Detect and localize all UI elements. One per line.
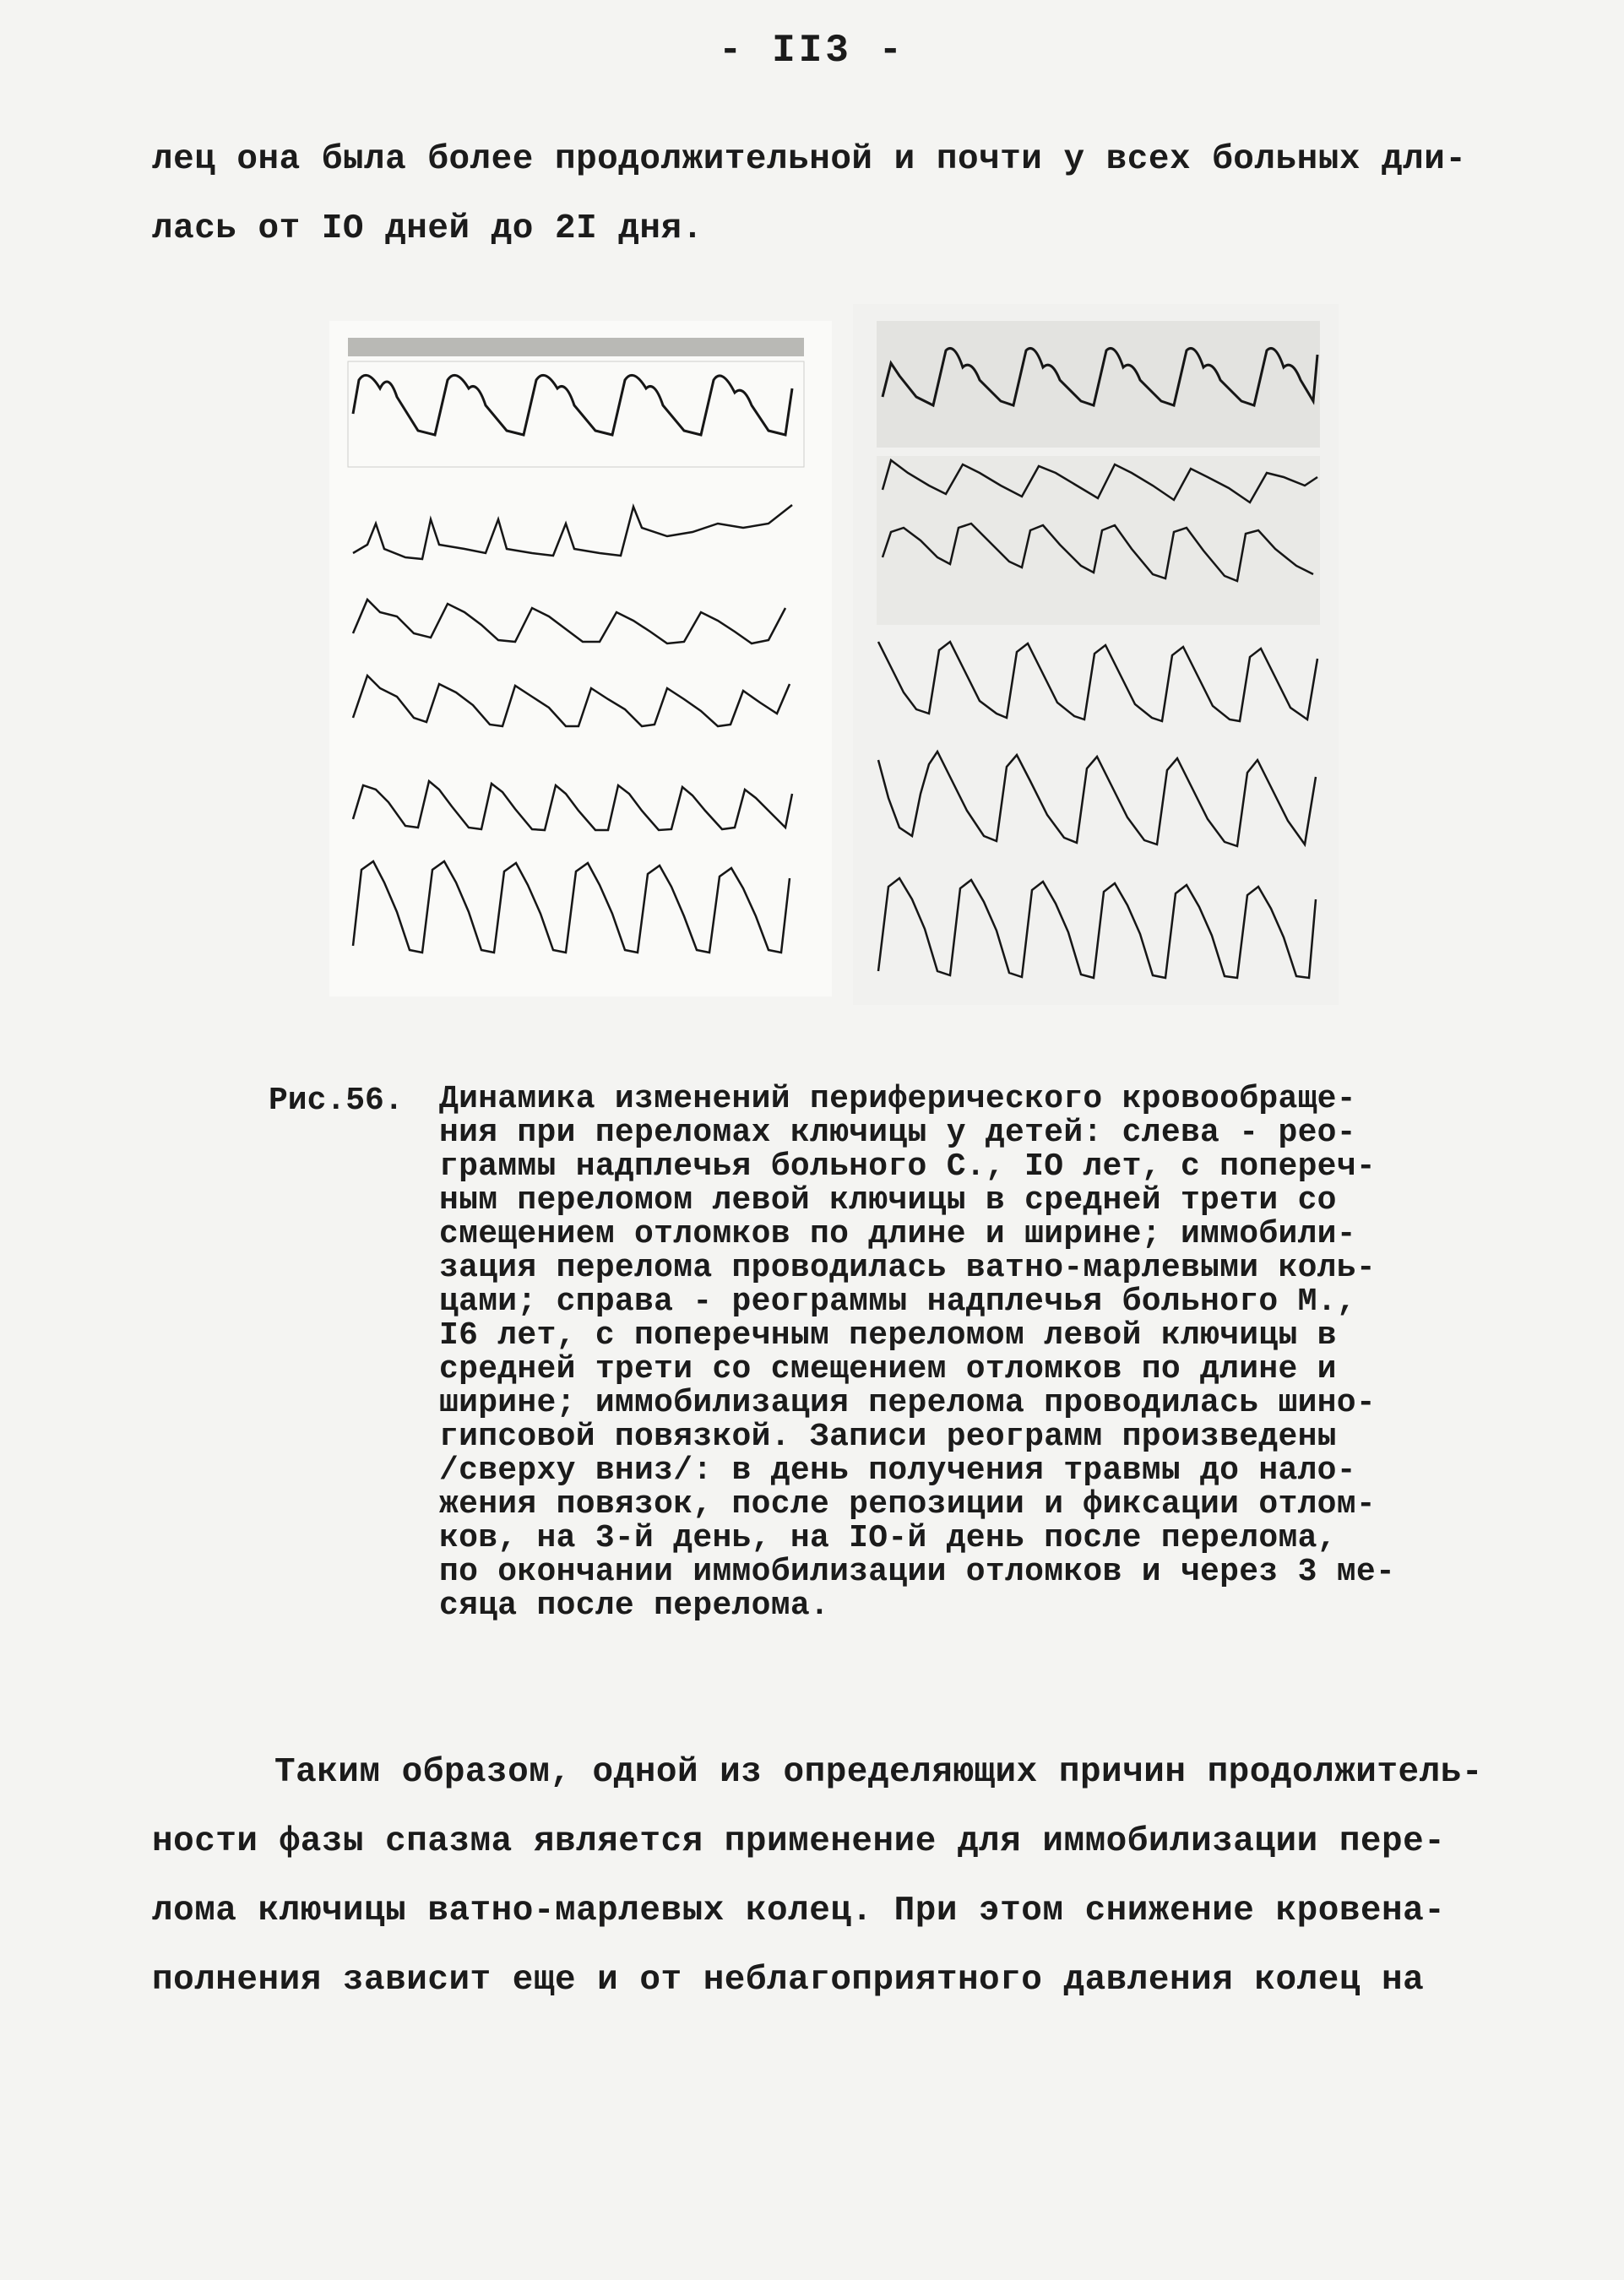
rheogram-panel-left (329, 321, 832, 996)
caption-line: граммы надплечья больного С., IO лет, с попереч- (439, 1148, 1376, 1185)
trace-row (878, 752, 1316, 846)
caption-line: ширине; иммобилизация перелома проводилась шино- (439, 1385, 1376, 1421)
trace-row (353, 861, 790, 953)
trace-row (353, 505, 792, 559)
grid-area (877, 456, 1320, 625)
caption-line: ным переломом левой ключицы в средней трети со (439, 1182, 1337, 1219)
text-line: ности фазы спазма является применение для иммобилизации пере- (152, 1822, 1446, 1861)
caption-line: /сверху вниз/: в день получения травмы до нало- (439, 1452, 1356, 1489)
caption-line: ков, на 3-й день, на IO-й день после перелома, (439, 1520, 1337, 1556)
caption-line: цами; справа - реограммы надплечья больного М., (439, 1284, 1356, 1320)
caption-line: зация перелома проводилась ватно-марлевыми коль- (439, 1250, 1376, 1286)
trace-row (878, 642, 1317, 721)
rheogram-traces-left (329, 321, 832, 996)
text-line: Таким образом, одной из определяющих причин продолжитель- (274, 1753, 1483, 1792)
rheogram-traces-right (853, 304, 1339, 1005)
text-line: лец она была более продолжительной и почти у всех больных дли- (152, 140, 1467, 179)
caption-line: Динамика изменений периферического кровообраще- (439, 1081, 1356, 1117)
caption-line: I6 лет, с поперечным переломом левой ключицы в (439, 1317, 1337, 1354)
grid-strip (348, 338, 804, 356)
trace-row (353, 676, 790, 726)
intro-paragraph (152, 125, 1469, 263)
caption-line: жения повязок, после репозиции и фиксации отлом- (439, 1486, 1376, 1523)
text-line: лома ключицы ватно-марлевых колец. При этом снижение кровена- (152, 1892, 1446, 1930)
figure-caption (439, 1083, 1453, 1623)
text-line: лась от IO дней до 2I дня. (152, 209, 703, 248)
text-line: полнения зависит еще и от неблагоприятного давления колец на (152, 1961, 1425, 2000)
caption-line: по окончании иммобилизации отломков и через 3 ме- (439, 1554, 1396, 1590)
conclusion-paragraph (152, 1738, 1483, 2015)
grid-frame (348, 361, 804, 467)
caption-line: сяца после перелома. (439, 1588, 830, 1624)
trace-row (353, 600, 785, 643)
rheogram-panel-right (853, 304, 1339, 1005)
caption-line: средней трети со смещением отломков по длине и (439, 1351, 1337, 1387)
caption-line: ния при переломах ключицы у детей: слева - рео- (439, 1115, 1356, 1151)
page-number: - II3 - (718, 29, 906, 73)
figure-label: Рис.56. (269, 1083, 404, 1119)
trace-row (353, 375, 792, 435)
caption-line: гипсовой повязкой. Записи реограмм произведены (439, 1419, 1337, 1455)
trace-row (353, 781, 792, 830)
trace-row (878, 878, 1316, 978)
caption-line: смещением отломков по длине и ширине; иммобили- (439, 1216, 1356, 1252)
